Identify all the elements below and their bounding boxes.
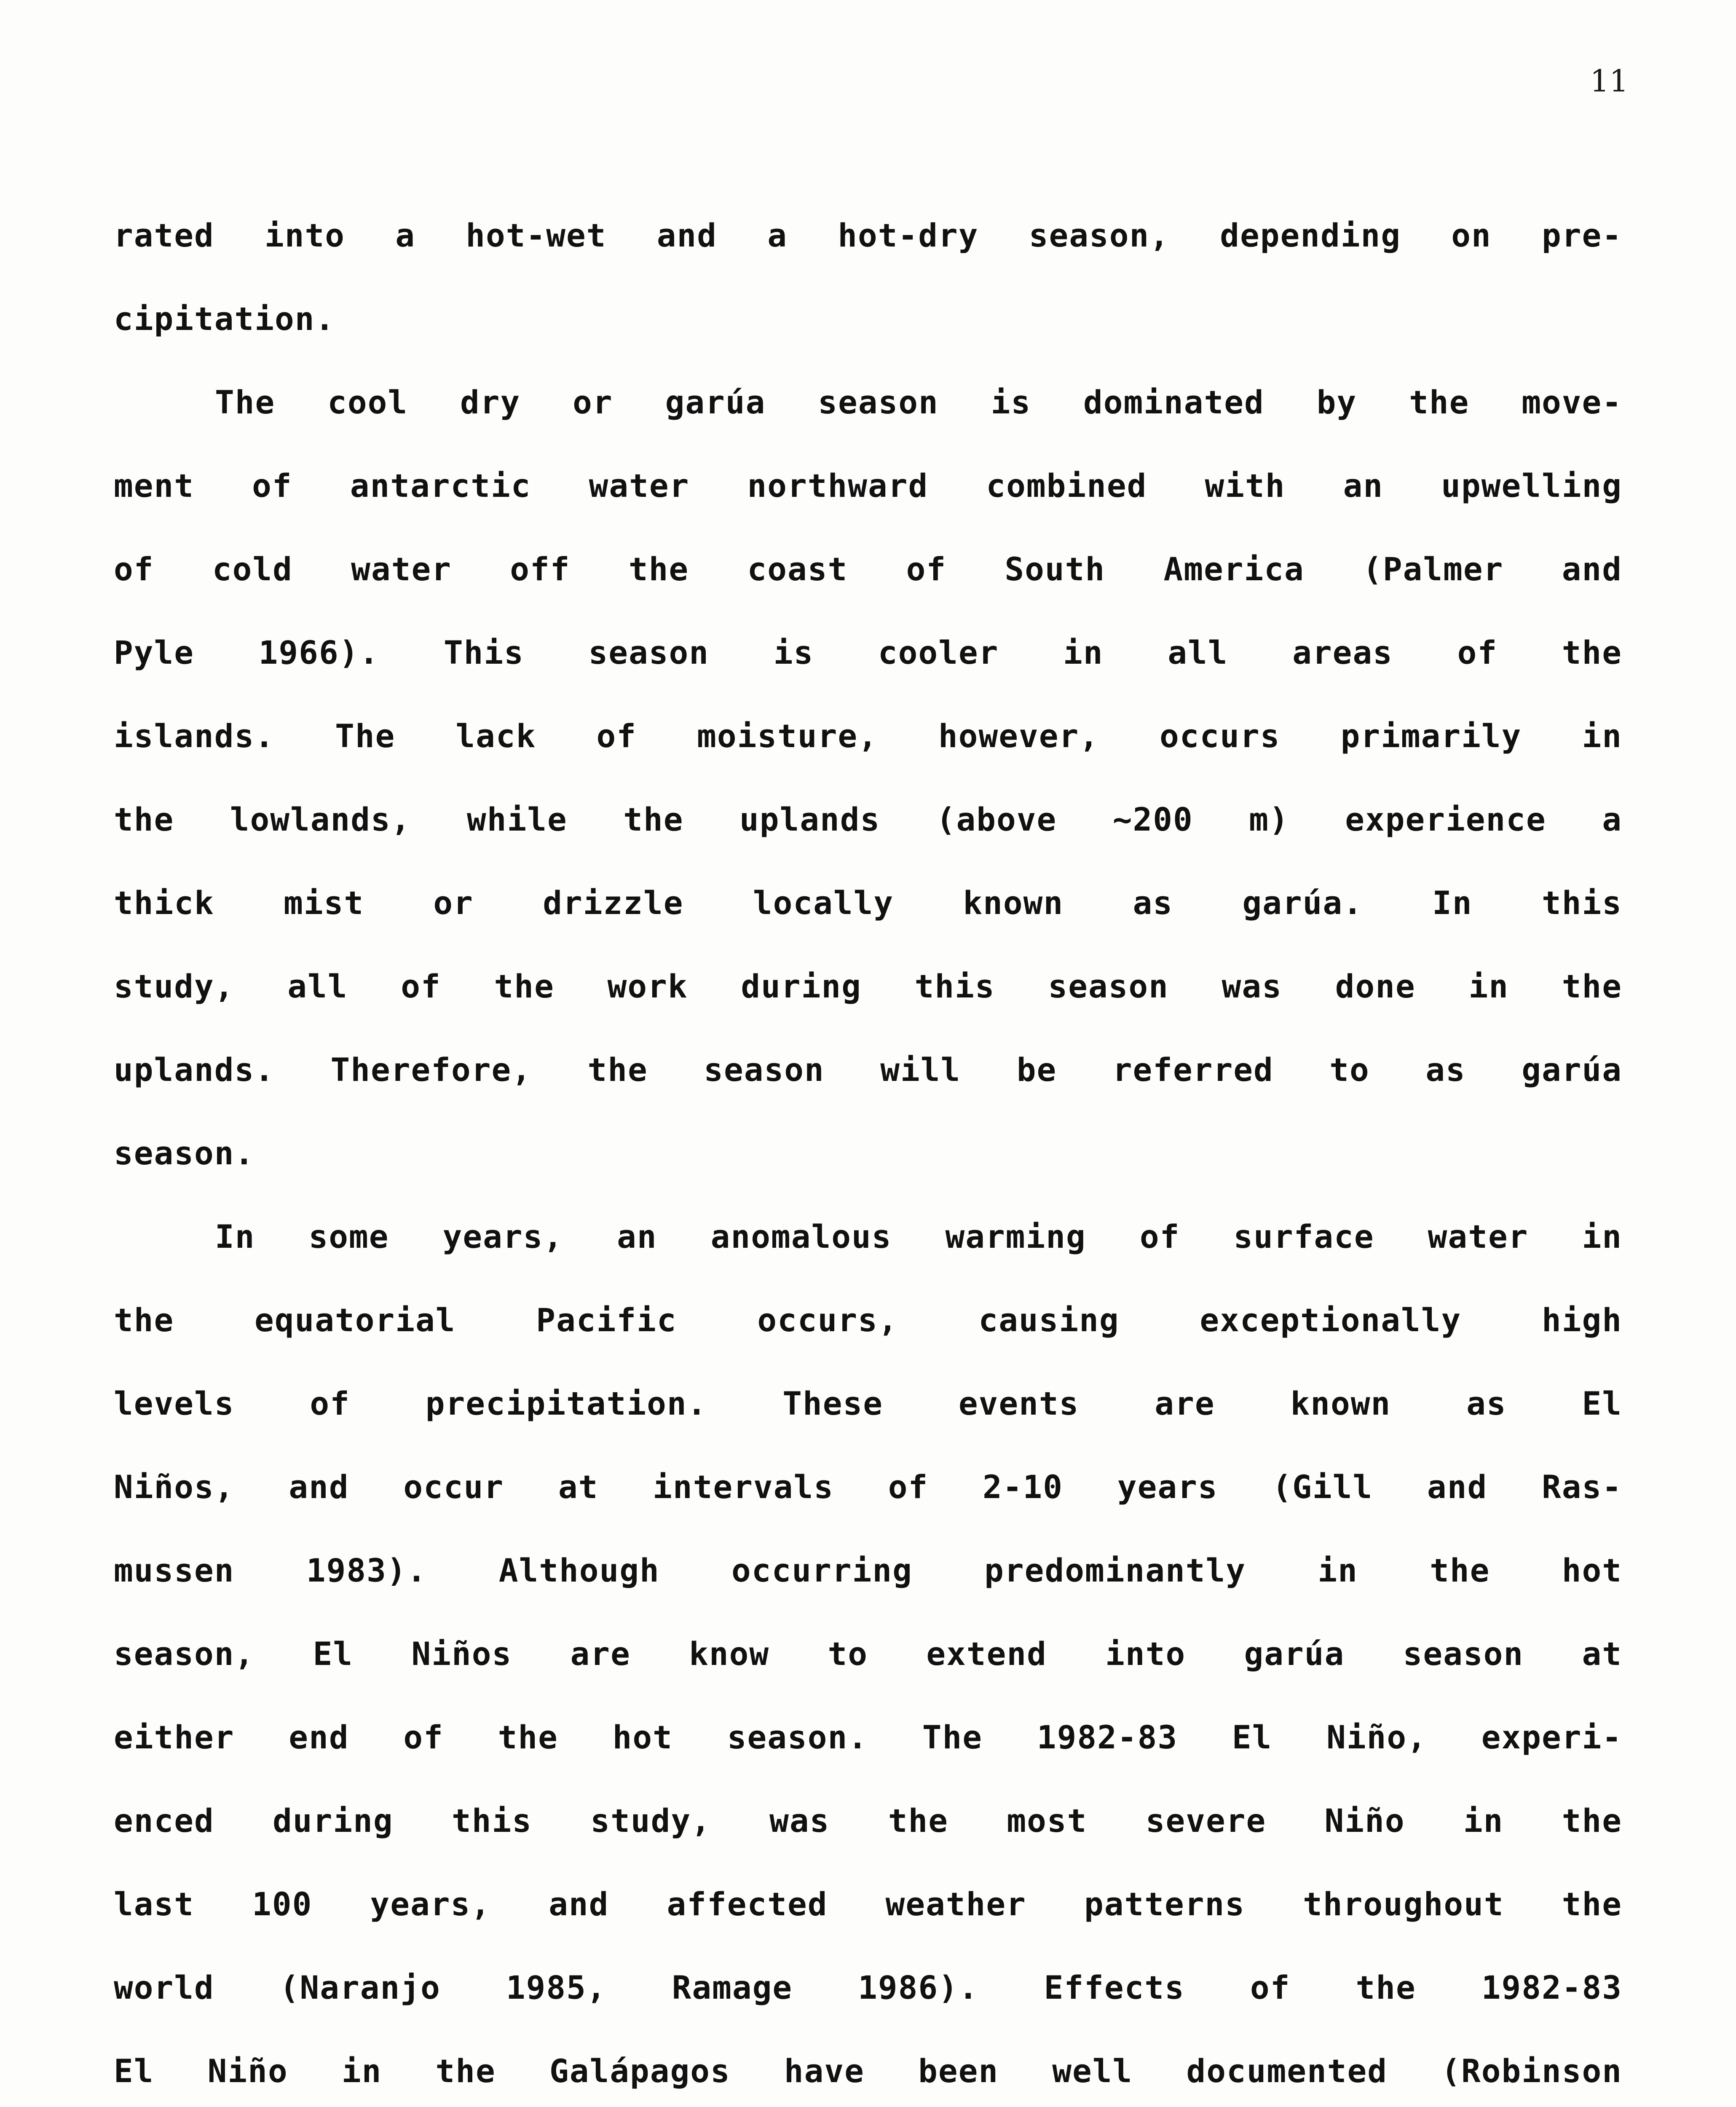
text-line: of cold water off the coast of South America (Palmer and [114, 550, 1622, 588]
text-line: mussen 1983). Although occurring predominantly in the hot [114, 1552, 1622, 1589]
text-line: last 100 years, and affected weather patterns throughout the [114, 1885, 1622, 1923]
text-line: the equatorial Pacific occurs, causing exceptionally high [114, 1301, 1622, 1339]
text-line: thick mist or drizzle locally known as garúa. In this [114, 884, 1622, 922]
text-line: cipitation. [114, 300, 335, 338]
text-line: In some years, an anomalous warming of surface water in [215, 1218, 1622, 1255]
text-line: El Niño in the Galápagos have been well documented (Robinson [114, 2052, 1622, 2090]
text-line: enced during this study, was the most severe Niño in the [114, 1802, 1622, 1839]
text-line: world (Naranjo 1985, Ramage 1986). Effects of the 1982-83 [114, 1969, 1622, 2006]
text-line: study, all of the work during this season was done in the [114, 968, 1622, 1005]
text-line: season. [114, 1134, 255, 1172]
page-number: 11 [1590, 63, 1629, 99]
text-line: season, El Niños are know to extend into garúa season at [114, 1635, 1622, 1673]
body-text [114, 194, 1622, 2107]
text-line: either end of the hot season. The 1982-83 El Niño, experi- [114, 1718, 1622, 1756]
text-line: uplands. Therefore, the season will be referred to as garúa [114, 1051, 1622, 1088]
text-line: ment of antarctic water northward combined with an upwelling [114, 467, 1622, 504]
text-line: Niños, and occur at intervals of 2-10 years (Gill and Ras- [114, 1468, 1622, 1506]
text-line: levels of precipitation. These events are known as El [114, 1385, 1622, 1422]
text-line: rated into a hot-wet and a hot-dry season, depending on pre- [114, 217, 1622, 254]
text-line: The cool dry or garúa season is dominated by the move- [215, 383, 1622, 421]
text-line: the lowlands, while the uplands (above ~200 m) experience a [114, 801, 1622, 838]
text-line: Pyle 1966). This season is cooler in all areas of the [114, 634, 1622, 671]
text-line: islands. The lack of moisture, however, occurs primarily in [114, 717, 1622, 755]
